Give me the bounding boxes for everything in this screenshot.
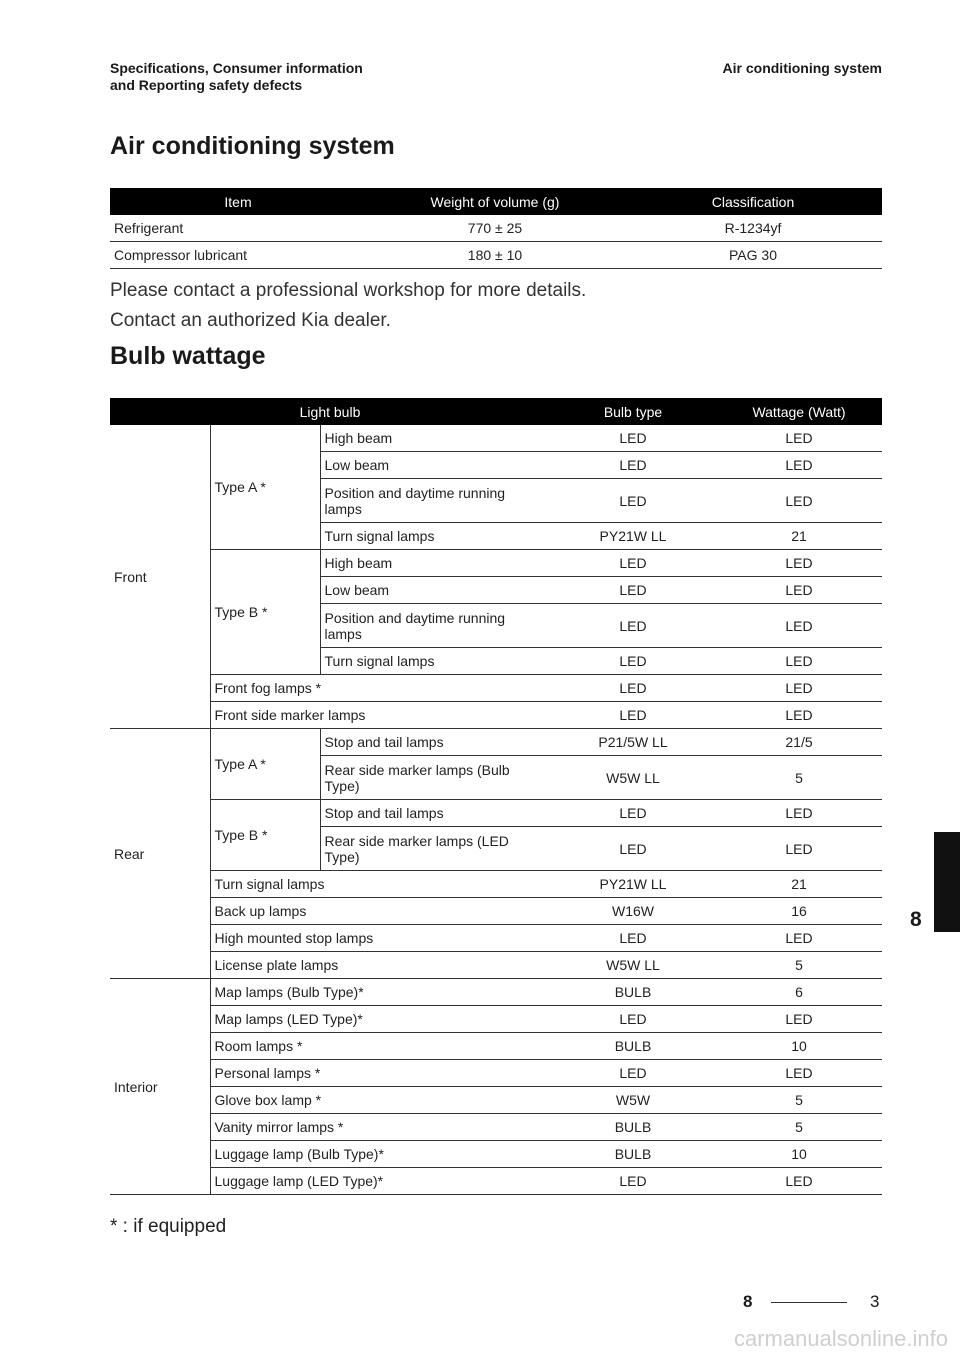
bulb-name-cell: Map lamps (Bulb Type)*: [210, 979, 550, 1006]
table-row: [110, 1060, 882, 1087]
bulb-name-cell: Rear side marker lamps (Bulb Type): [320, 756, 550, 800]
bulb-type-cell: W16W: [550, 898, 716, 925]
wattage-cell: LED: [716, 1060, 882, 1087]
bulb-name-cell: Turn signal lamps: [210, 871, 550, 898]
header-chapter-title: Air conditioning system: [722, 60, 882, 76]
wattage-cell: LED: [716, 550, 882, 577]
wattage-cell: LED: [716, 577, 882, 604]
dealer-note: Contact an authorized Kia dealer.: [110, 310, 391, 331]
table-row: [110, 242, 882, 269]
bulb-type-cell: W5W: [550, 1087, 716, 1114]
ac-spec-table: [110, 188, 882, 269]
bulb-name-cell: Position and daytime running lamps: [320, 604, 550, 648]
bulb-type-cell: LED: [550, 1168, 716, 1195]
bulb-name-cell: High mounted stop lamps: [210, 925, 550, 952]
bulb-name-cell: Personal lamps *: [210, 1060, 550, 1087]
table-row: [110, 1168, 882, 1195]
wattage-cell: LED: [716, 1006, 882, 1033]
column-header: Bulb type: [550, 398, 716, 425]
bulb-type-cell: BULB: [550, 1141, 716, 1168]
bulb-name-cell: License plate lamps: [210, 952, 550, 979]
wattage-cell: LED: [716, 925, 882, 952]
bulb-type-cell: W5W LL: [550, 756, 716, 800]
wattage-cell: LED: [716, 1168, 882, 1195]
footer-divider: [771, 1302, 847, 1303]
table-row: [110, 215, 882, 242]
table-row: [110, 871, 882, 898]
bulb-name-cell: Luggage lamp (Bulb Type)*: [210, 1141, 550, 1168]
column-header: Item: [110, 188, 366, 215]
bulb-type-cell: PY21W LL: [550, 871, 716, 898]
bulb-type-cell: LED: [550, 479, 716, 523]
wattage-cell: LED: [716, 425, 882, 452]
wattage-cell: 5: [716, 952, 882, 979]
column-header: Light bulb: [110, 398, 550, 425]
wattage-cell: LED: [716, 827, 882, 871]
group-label-front: Front: [110, 425, 210, 729]
bulb-type-cell: LED: [550, 675, 716, 702]
column-header: Classification: [624, 188, 882, 215]
ac-table-header: [110, 188, 882, 215]
table-row: [110, 1006, 882, 1033]
table-row: [110, 979, 882, 1006]
classification-cell: PAG 30: [624, 242, 882, 269]
wattage-cell: 5: [716, 1114, 882, 1141]
bulb-name-cell: High beam: [320, 425, 550, 452]
wattage-cell: LED: [716, 604, 882, 648]
bulb-name-cell: Front fog lamps *: [210, 675, 550, 702]
table-row: [110, 925, 882, 952]
wattage-cell: LED: [716, 675, 882, 702]
header-section-title: [110, 60, 363, 94]
ac-section-title: Air conditioning system: [110, 132, 395, 160]
bulb-name-cell: Vanity mirror lamps *: [210, 1114, 550, 1141]
bulb-type-cell: LED: [550, 550, 716, 577]
bulb-name-cell: Low beam: [320, 577, 550, 604]
bulb-type-cell: LED: [550, 702, 716, 729]
wattage-cell: 21: [716, 871, 882, 898]
footer-page-number: 3: [870, 1292, 880, 1311]
wattage-cell: LED: [716, 702, 882, 729]
table-row: [110, 702, 882, 729]
bulb-type-cell: LED: [550, 648, 716, 675]
wattage-cell: 5: [716, 1087, 882, 1114]
table-row: [110, 1141, 882, 1168]
group-label-rear: Rear: [110, 729, 210, 979]
wattage-cell: 10: [716, 1033, 882, 1060]
wattage-cell: 16: [716, 898, 882, 925]
table-row: [110, 675, 882, 702]
item-cell: Compressor lubricant: [110, 242, 366, 269]
item-cell: Refrigerant: [110, 215, 366, 242]
column-header: Wattage (Watt): [716, 398, 882, 425]
classification-cell: R-1234yf: [624, 215, 882, 242]
wattage-cell: 5: [716, 756, 882, 800]
subgroup-label-type-a: Type A *: [210, 425, 320, 550]
bulb-type-cell: LED: [550, 604, 716, 648]
table-row: [110, 1114, 882, 1141]
wattage-cell: 6: [716, 979, 882, 1006]
bulb-name-cell: Position and daytime running lamps: [320, 479, 550, 523]
bulb-name-cell: Rear side marker lamps (LED Type): [320, 827, 550, 871]
bulb-name-cell: Turn signal lamps: [320, 648, 550, 675]
bulb-type-cell: P21/5W LL: [550, 729, 716, 756]
bulb-type-cell: BULB: [550, 979, 716, 1006]
bulb-type-cell: LED: [550, 827, 716, 871]
bulb-type-cell: LED: [550, 1006, 716, 1033]
watermark: carmanualsonline.info: [733, 1326, 948, 1351]
bulb-table-header: [110, 398, 882, 425]
header-line-1: Specifications, Consumer information: [110, 60, 363, 76]
column-header: Weight of volume (g): [366, 188, 624, 215]
bulb-name-cell: Low beam: [320, 452, 550, 479]
footnote: * : if equipped: [110, 1216, 227, 1237]
bulb-type-cell: BULB: [550, 1114, 716, 1141]
table-row: [110, 1087, 882, 1114]
wattage-cell: LED: [716, 479, 882, 523]
bulb-type-cell: LED: [550, 452, 716, 479]
chapter-tab: [934, 832, 960, 932]
weight-cell: 180 ± 10: [366, 242, 624, 269]
footer-chapter-number: 8: [743, 1292, 753, 1311]
bulb-name-cell: Front side marker lamps: [210, 702, 550, 729]
bulb-name-cell: High beam: [320, 550, 550, 577]
bulb-name-cell: Luggage lamp (LED Type)*: [210, 1168, 550, 1195]
subgroup-label-type-b: Type B *: [210, 800, 320, 871]
wattage-cell: 21/5: [716, 729, 882, 756]
bulb-type-cell: LED: [550, 800, 716, 827]
bulb-type-cell: LED: [550, 925, 716, 952]
bulb-name-cell: Glove box lamp *: [210, 1087, 550, 1114]
table-row: [110, 800, 882, 827]
subgroup-label-type-b: Type B *: [210, 550, 320, 675]
table-row: [110, 550, 882, 577]
bulb-section-title: Bulb wattage: [110, 342, 266, 370]
contact-note: Please contact a professional workshop for more details.: [110, 280, 587, 301]
chapter-tab-number: 8: [910, 908, 922, 931]
table-row: [110, 898, 882, 925]
table-row: [110, 729, 882, 756]
table-row: [110, 952, 882, 979]
group-label-interior: Interior: [110, 979, 210, 1195]
bulb-name-cell: Back up lamps: [210, 898, 550, 925]
bulb-name-cell: Room lamps *: [210, 1033, 550, 1060]
wattage-cell: 10: [716, 1141, 882, 1168]
subgroup-label-type-a: Type A *: [210, 729, 320, 800]
bulb-type-cell: LED: [550, 1060, 716, 1087]
table-row: [110, 425, 882, 452]
bulb-type-cell: LED: [550, 425, 716, 452]
bulb-name-cell: Map lamps (LED Type)*: [210, 1006, 550, 1033]
table-row: [110, 1033, 882, 1060]
wattage-cell: 21: [716, 523, 882, 550]
bulb-name-cell: Stop and tail lamps: [320, 729, 550, 756]
bulb-name-cell: Turn signal lamps: [320, 523, 550, 550]
bulb-wattage-table: [110, 398, 882, 1195]
header-line-2: and Reporting safety defects: [110, 77, 303, 93]
wattage-cell: LED: [716, 648, 882, 675]
bulb-name-cell: Stop and tail lamps: [320, 800, 550, 827]
wattage-cell: LED: [716, 800, 882, 827]
bulb-type-cell: BULB: [550, 1033, 716, 1060]
bulb-type-cell: LED: [550, 577, 716, 604]
wattage-cell: LED: [716, 452, 882, 479]
bulb-type-cell: PY21W LL: [550, 523, 716, 550]
weight-cell: 770 ± 25: [366, 215, 624, 242]
bulb-type-cell: W5W LL: [550, 952, 716, 979]
